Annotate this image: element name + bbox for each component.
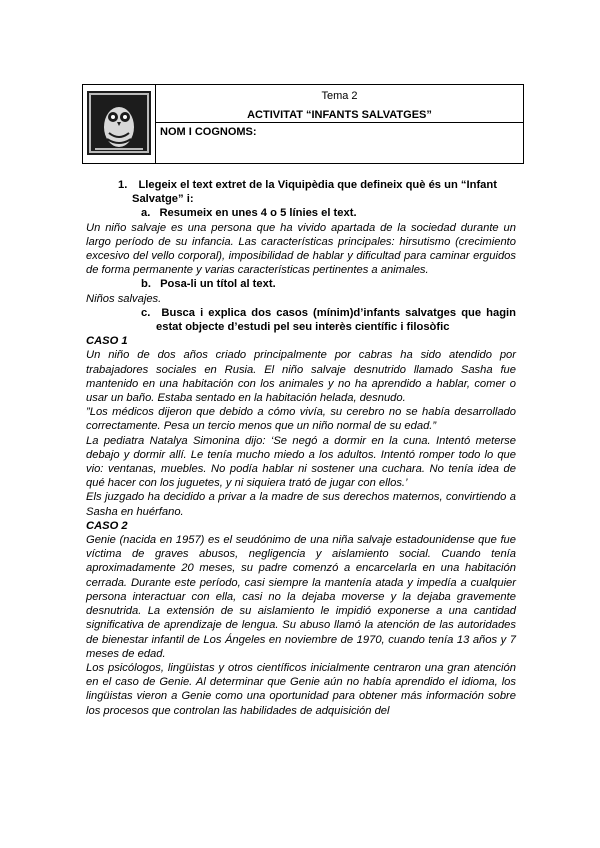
sub-c-label: c.	[141, 306, 151, 319]
sub-c-text: Busca i explica dos casos (mínim)d’infants salvatges que hagin estat objecte d’estudi pel seu interès científic i filosòfic	[156, 306, 516, 334]
answer-a: Un niño salvaje es una persona que ha vivido apartada de la sociedad durante un largo período de su infancia. Las características principales: hirsutismo (crecimiento excesivo del vello corporal), imposibilidad de hablar y dificultad para caminar erguidos de forma permanente y varias características pertinentes a animales.	[86, 221, 516, 277]
header-table	[82, 84, 524, 164]
sub-b-label: b.	[141, 278, 151, 291]
case-1-title: CASO 1	[86, 335, 128, 348]
name-label: NOM I COGNOMS:	[160, 126, 257, 138]
sub-b-text: Posa-li un títol al text.	[160, 278, 276, 291]
case-1-paragraph: ”Los médicos dijeron que debido a cómo vivía, su cerebro no se había desarrollado correctamente. Pesa un tercio menos que un niño normal de su edad.”	[86, 406, 516, 433]
case-1-paragraph: Els juzgado ha decidido a privar a la madre de sus derechos maternos, convirtiendo a Sasha en huérfano.	[86, 491, 516, 518]
case-1-paragraph: Un niño de dos años criado principalmente por cabras ha sido atendido por trabajadores sociales en Rusia. El niño salvaje desnutrido llamado Sasha fue mantenido en una habitación con los animales y no ha aprendido a hablar, comer o usar un baño. Estaba sentado en la habitación helada, desnudo.	[86, 349, 516, 405]
name-field[interactable]	[156, 122, 523, 163]
answer-b: Niños salvajes.	[86, 292, 162, 305]
topic-label: Tema 2	[321, 90, 358, 102]
question-1-number: 1.	[118, 179, 128, 191]
case-2-paragraph: Genie (nacida en 1957) es el seudónimo de una niña salvaje estadounidense que fue víctima de graves abusos, negligencia y aislamiento social. Cuando tenía aproximadamente 20 meses, su padre comenzó a encarcelarla en una habitación cerrada. Durante este período, casi siempre la mantenía atada y impedía a cualquier persona interactuar con ella, casi no la dejaba moverse y la dejaba gravemente desnutrida. La extensión de su aislamiento le impidió exponerse a una cantidad significativa de aprendizaje de lengua. Su abuso llamó la atención de las autoridades de bienestar infantil de Los Ángeles en noviembre de 1970, cuando tenía 13 años y 7 meses de edad.	[86, 534, 516, 660]
case-1-paragraph: La pediatra Natalya Simonina dijo: ‘Se negó a dormir en la cuna. Intentó meterse debajo y dormir allí. Le tenía mucho miedo a los adultos. Intentó romper todo lo que vio: ventanas, muebles. No podía hablar ni sostener una cuchara. No tenía idea de qué hacer con los juguetes, y ni siquiera trató de jugar con ellos.’	[86, 434, 516, 490]
document-body	[86, 178, 516, 718]
question-1	[112, 178, 516, 206]
logo-cell	[83, 85, 156, 164]
title-cell	[156, 85, 524, 164]
case-2-paragraph: Los psicólogos, lingüistas y otros científicos inicialmente centraron una gran atención en el caso de Genie. Al determinar que Genie aún no había aprendido el idioma, los lingüistas vieron a Genie como una oportunidad para obtener más información sobre los procesos que controlan las habilidades de adquisición del	[86, 661, 516, 717]
activity-title: ACTIVITAT “INFANTS SALVATGES”	[247, 109, 432, 121]
case-2-title: CASO 2	[86, 519, 128, 532]
sub-a-label: a.	[141, 207, 151, 220]
sub-question-b	[86, 277, 516, 291]
question-1-text: Llegeix el text extret de la Viquipèdia que defineix què és un “Infant Salvatge” i:	[132, 179, 497, 206]
sub-a-text: Resumeix en unes 4 o 5 línies el text.	[159, 207, 357, 220]
sub-question-a	[86, 206, 516, 220]
sub-question-c	[86, 306, 516, 334]
owl-logo-icon	[87, 91, 151, 155]
